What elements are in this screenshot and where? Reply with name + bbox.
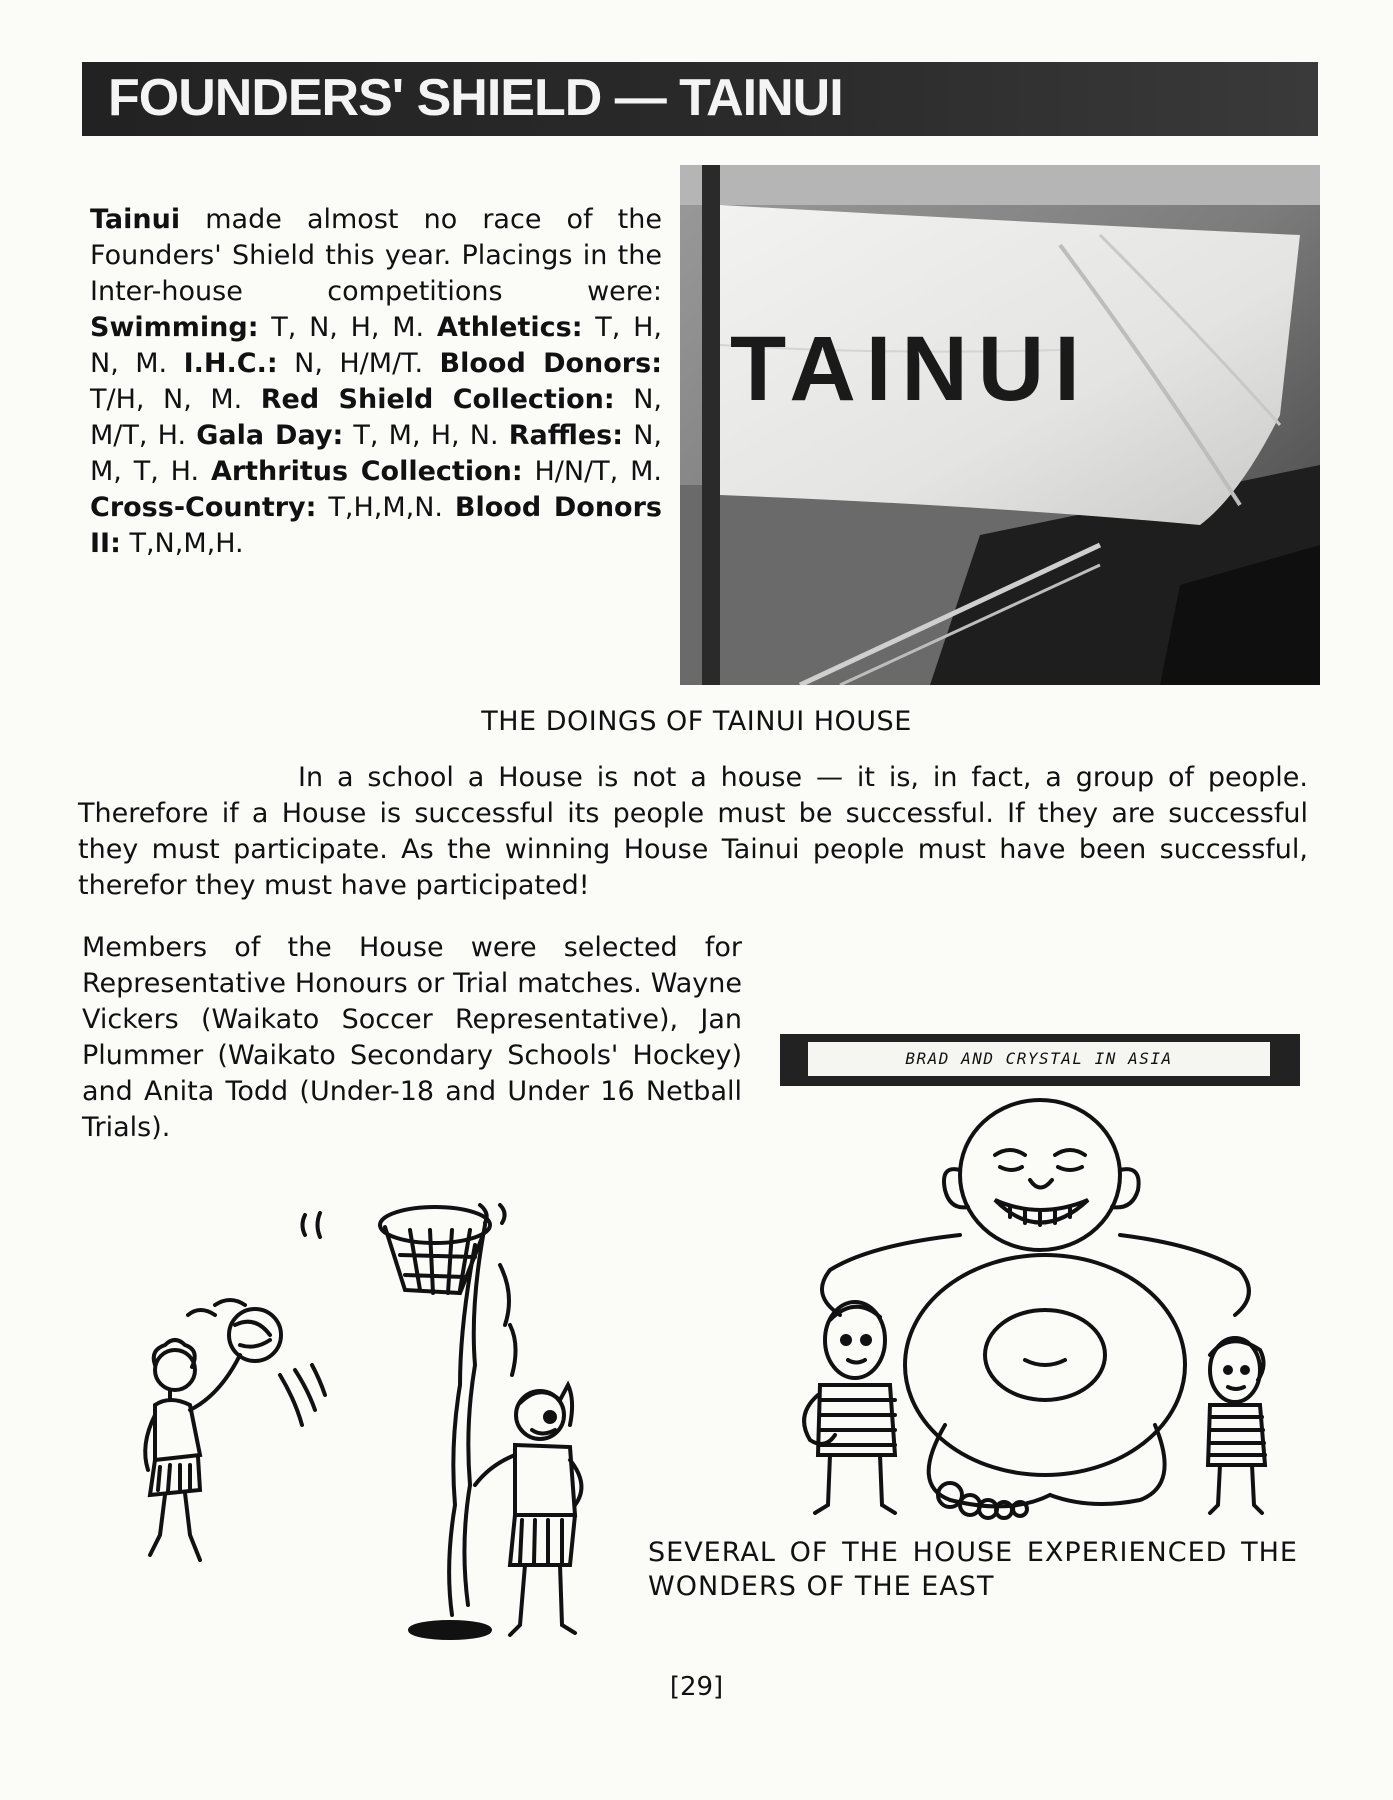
title-bar [82, 62, 1318, 136]
intro-paragraph [90, 202, 662, 562]
cross-country-label: Cross-Country: [90, 492, 317, 523]
netball-cartoon [130, 1185, 650, 1645]
intro-text: made almost no race of the Founders' Shield this year. Placings in the Inter-house competitions were: [90, 204, 662, 307]
doings-paragraph: In a school a House is not a house — it is, in fact, a group of people. Therefore if a House is successful its people must be successful. If they are successful they must participate. As the winning House Tainui people must have been successful, therefor they must have participated! [78, 762, 1308, 901]
raffles-label: Raffles: [508, 420, 624, 451]
blood-donors-2-label: Blood Donors II: [90, 492, 662, 559]
cross-country-result: T,H,M,N. [316, 492, 455, 523]
arthritus-label: Arthritus Collection: [210, 456, 523, 487]
cartoon-caption: SEVERAL OF THE HOUSE EXPERIENCED THE WONDERS OF THE EAST [648, 1537, 1298, 1602]
cartoon-title: BRAD AND CRYSTAL IN ASIA [808, 1042, 1270, 1076]
ihc-result: N, H/M/T. [277, 348, 440, 379]
gala-day-label: Gala Day: [196, 420, 344, 451]
blood-donors-result: T/H, N, M. [90, 384, 261, 415]
page-number: [29] [669, 1672, 724, 1702]
gala-day-result: T, M, H, N. [343, 420, 509, 451]
members-paragraph: Members of the House were selected for Representative Honours or Trial matches. Wayne Vickers (Waikato Soccer Representative), Jan Plummer (Waikato Secondary Schools' Hockey) and Anita Todd (Under-18 and Under 16 Netball Trials). [82, 932, 742, 1143]
red-shield-result: N, M/T, H. [90, 384, 662, 451]
athletics-label: Athletics: [436, 312, 583, 343]
raffles-result: N, M, T, H. [90, 420, 662, 487]
intro-lead: Tainui [90, 204, 181, 235]
banner-text: TAINUI [730, 318, 1090, 420]
athletics-result: T, H, N, M. [90, 312, 662, 379]
cartoon-title-bar [780, 1034, 1300, 1086]
buddha-cartoon [770, 1095, 1320, 1535]
blood-donors-2-result: T,N,M,H. [120, 528, 244, 559]
arthritus-result: H/N/T, M. [522, 456, 662, 487]
section-heading: THE DOINGS OF TAINUI HOUSE [481, 706, 912, 737]
ihc-label: I.H.C.: [183, 348, 278, 379]
blood-donors-label: Blood Donors: [439, 348, 662, 379]
swimming-label: Swimming: [90, 312, 259, 343]
page-title: FOUNDERS' SHIELD — TAINUI [108, 69, 843, 127]
swimming-result: T, N, H, M. [258, 312, 437, 343]
banner-photo [680, 165, 1320, 685]
red-shield-label: Red Shield Collection: [260, 384, 615, 415]
